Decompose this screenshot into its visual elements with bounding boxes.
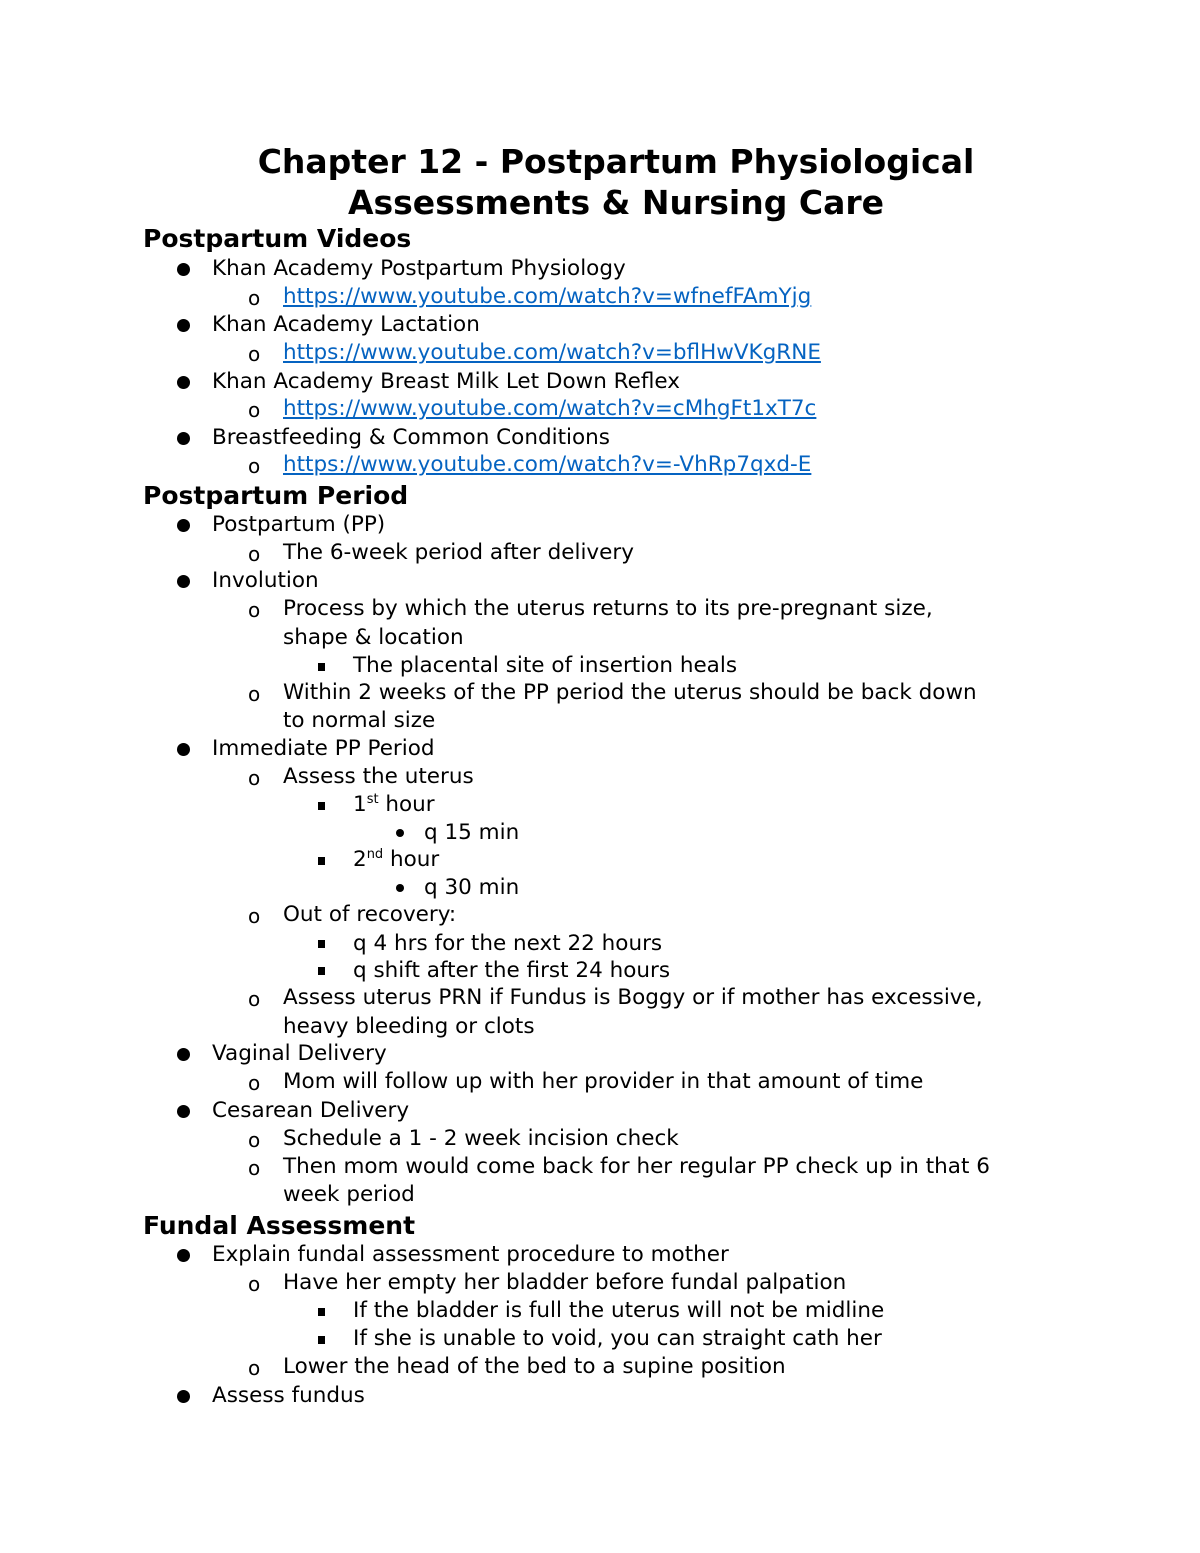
bullet-circle: o [248, 904, 261, 928]
video-link[interactable]: https://www.youtube.com/watch?v=bflHwVKgRNE [283, 340, 821, 365]
bullet-dot [177, 376, 190, 389]
bullet-dot [177, 1390, 190, 1403]
page-title-line-2: Assessments & Nursing Care [347, 183, 884, 222]
bullet-circle: o [248, 1272, 261, 1296]
section-heading-period: Postpartum Period [143, 481, 409, 510]
list-item: Process by which the uterus returns to its pre-pregnant size, [283, 596, 933, 621]
bullet-square [318, 1336, 325, 1344]
bullet-square [318, 940, 325, 948]
list-item: Within 2 weeks of the PP period the uterus should be back down [283, 680, 977, 705]
bullet-square [318, 857, 325, 865]
video-link[interactable]: https://www.youtube.com/watch?v=-VhRp7qxd-E [283, 452, 812, 477]
bullet-square [318, 802, 325, 810]
bullet-circle: o [248, 398, 261, 422]
bullet-dot [177, 263, 190, 276]
list-item: q 30 min [424, 875, 520, 900]
list-item: Schedule a 1 - 2 week incision check [283, 1126, 679, 1151]
bullet-circle: o [248, 286, 261, 310]
list-item-continuation: week period [283, 1182, 415, 1207]
bullet-dot [177, 1249, 190, 1262]
list-item: If she is unable to void, you can straight cath her [353, 1326, 882, 1351]
list-item: The placental site of insertion heals [353, 653, 738, 678]
bullet-square [318, 663, 325, 671]
bullet-square [318, 1308, 325, 1316]
list-item: Khan Academy Postpartum Physiology [212, 256, 626, 281]
section-heading-videos: Postpartum Videos [143, 224, 412, 253]
bullet-small-dot [396, 884, 404, 892]
list-item: Immediate PP Period [212, 736, 435, 761]
ordinal-word: hour [378, 792, 435, 817]
list-item: q 4 hrs for the next 22 hours [353, 931, 663, 956]
bullet-dot [177, 1048, 190, 1061]
list-item: Involution [212, 568, 319, 593]
page-title-line-1: Chapter 12 - Postpartum Physiological [257, 142, 975, 181]
list-item-continuation: heavy bleeding or clots [283, 1014, 535, 1039]
bullet-small-dot [396, 829, 404, 837]
list-item-continuation: shape & location [283, 625, 464, 650]
bullet-circle: o [248, 1071, 261, 1095]
bullet-square [318, 967, 325, 975]
list-item: Lower the head of the bed to a supine position [283, 1354, 786, 1379]
list-item: If the bladder is full the uterus will not be midline [353, 1298, 885, 1323]
bullet-dot [177, 575, 190, 588]
list-item: Assess the uterus [283, 764, 474, 789]
list-item-continuation: to normal size [283, 708, 436, 733]
bullet-circle: o [248, 1156, 261, 1180]
list-item: Vaginal Delivery [212, 1041, 387, 1066]
list-item: Mom will follow up with her provider in that amount of time [283, 1069, 924, 1094]
section-heading-fundal: Fundal Assessment [143, 1211, 416, 1240]
list-item: q shift after the first 24 hours [353, 958, 671, 983]
bullet-circle: o [248, 766, 261, 790]
ordinal-suffix: st [366, 792, 379, 807]
bullet-dot [177, 519, 190, 532]
list-item: Breastfeeding & Common Conditions [212, 425, 610, 450]
video-link[interactable]: https://www.youtube.com/watch?v=cMhgFt1xT7c [283, 396, 817, 421]
list-item: Explain fundal assessment procedure to mother [212, 1242, 729, 1267]
bullet-circle: o [248, 454, 261, 478]
list-item: Postpartum (PP) [212, 512, 386, 537]
list-item: Then mom would come back for her regular PP check up in that 6 [283, 1154, 990, 1179]
bullet-dot [177, 432, 190, 445]
ordinal-number: 1 [353, 792, 367, 817]
ordinal-word: hour [383, 847, 440, 872]
list-item [353, 846, 439, 874]
bullet-circle: o [248, 1128, 261, 1152]
list-item: The 6-week period after delivery [283, 540, 634, 565]
bullet-circle: o [248, 342, 261, 366]
bullet-dot [177, 743, 190, 756]
list-item: Assess fundus [212, 1383, 365, 1408]
bullet-circle: o [248, 542, 261, 566]
video-link[interactable]: https://www.youtube.com/watch?v=wfnefFAmYjg [283, 284, 812, 309]
list-item: Assess uterus PRN if Fundus is Boggy or if mother has excessive, [283, 985, 983, 1010]
bullet-circle: o [248, 598, 261, 622]
ordinal-suffix: nd [366, 847, 384, 862]
list-item: Have her empty her bladder before fundal palpation [283, 1270, 847, 1295]
list-item [353, 791, 435, 819]
bullet-dot [177, 319, 190, 332]
bullet-circle: o [248, 682, 261, 706]
list-item: Cesarean Delivery [212, 1098, 410, 1123]
bullet-circle: o [248, 987, 261, 1011]
list-item: Khan Academy Lactation [212, 312, 480, 337]
list-item: q 15 min [424, 820, 520, 845]
ordinal-number: 2 [353, 847, 367, 872]
list-item: Khan Academy Breast Milk Let Down Reflex [212, 369, 680, 394]
list-item: Out of recovery: [283, 902, 457, 927]
bullet-circle: o [248, 1356, 261, 1380]
bullet-dot [177, 1105, 190, 1118]
